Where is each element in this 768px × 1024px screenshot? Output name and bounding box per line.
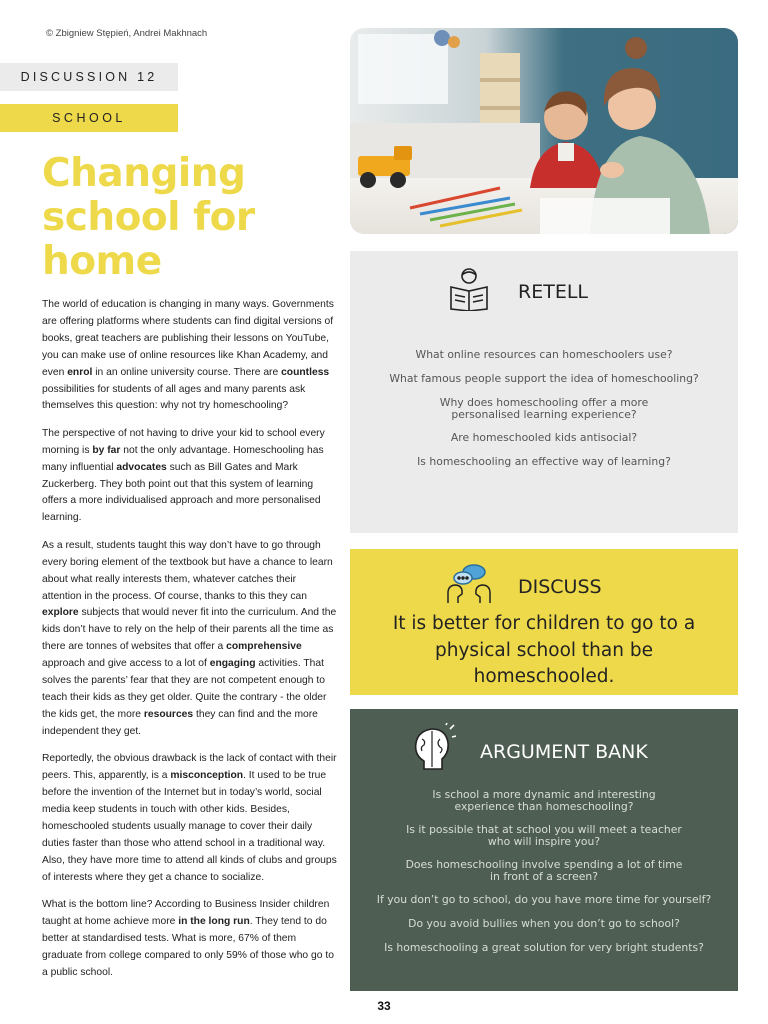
keyword: countless <box>281 366 330 378</box>
text-run: The world of education is changing in many ways. Governments are offering platforms where students can find digital versions of books, great teachers are publishing their lessons on YouTube, you can make use of online resources like Khan Academy, and even <box>42 299 334 378</box>
discuss-title: DISCUSS <box>518 575 602 598</box>
keyword: enrol <box>67 366 93 378</box>
article-body <box>42 297 338 992</box>
argument-bank-header <box>410 723 648 780</box>
keyword: resources <box>143 708 194 720</box>
argument-question: Do you avoid bullies when you don’t go to school? <box>408 917 680 930</box>
article-paragraph <box>42 297 338 415</box>
keyword: in the long run <box>178 915 250 927</box>
retell-question: What famous people support the idea of homeschooling? <box>389 372 699 385</box>
text-run: not the only advantage. Homeschooling has many influential <box>42 444 324 473</box>
page-title: Changing school for home <box>42 151 255 284</box>
retell-question: What online resources can homeschoolers use? <box>415 348 673 361</box>
retell-question: Is homeschooling an effective way of learning? <box>417 455 671 468</box>
discussion-number-label: DISCUSSION 12 <box>0 63 178 91</box>
text-run: subjects that would never fit into the curriculum. And the kids don’t have to rely on the help of their parents all the time as there are tonnes of websites that offer a <box>42 607 337 653</box>
keyword: by far <box>92 444 121 456</box>
article-paragraph <box>42 538 338 741</box>
book-reader-icon <box>448 267 490 316</box>
retell-title: RETELL <box>518 280 588 303</box>
text-run: What is the bottom line? According to Business Insider children taught at home achieve more <box>42 898 330 927</box>
discussion-statement: It is better for children to go to a physical school than be homeschooled. <box>392 613 696 687</box>
mother-son-photo <box>350 28 738 234</box>
text-run: they can find and the more independent they get. <box>42 708 318 737</box>
photo-illustration <box>350 28 738 234</box>
text-run: . It used to be true before the invention of the Internet but in today’s world, social media keep students in touch with other kids. Besides, homeschooled students usually manage to cover their daily duties faster than those who attend school in a traditional way. Also, they have more time to attend all kinds of clubs and groups of interests where they get a chance to socialize. <box>42 770 337 883</box>
retell-header <box>448 267 588 316</box>
discuss-panel <box>350 549 738 695</box>
retell-question: Are homeschooled kids antisocial? <box>450 431 638 444</box>
keyword: comprehensive <box>226 641 302 653</box>
text-run: . They tend to do better at standardised tests. What is more, 67% of them graduate from college compared to only 59% of those who go to a public school. <box>42 915 334 978</box>
article-paragraph <box>42 897 338 982</box>
article-paragraph <box>42 751 338 886</box>
text-run: approach and give access to a lot of <box>42 658 210 670</box>
text-run: such as Bill Gates and Mark Zuckerberg. They both point out that this system of learning offers a more individualised approach and more personalised learning. <box>42 461 321 524</box>
text-run: As a result, students taught this way don’t have to go through every boring element of the textbook but have a chance to learn about what really interests them, whatever catches their attention in the process. Of course, thanks to this they can <box>42 539 333 602</box>
argument-question: Is school a more dynamic and interesting experience than homeschooling? <box>432 788 656 813</box>
brain-idea-icon <box>410 723 456 780</box>
argument-question: Is it possible that at school you will meet a teacher who will inspire you? <box>406 823 682 848</box>
retell-panel <box>350 251 738 533</box>
keyword: advocates <box>116 461 167 473</box>
keyword: engaging <box>209 658 256 670</box>
text-run: activities. That solves the parents’ fear that they are not competent enough to teach their kids as they get older. Quite the contrary - the older the kids get, the more <box>42 658 327 720</box>
copyright-notice: © Zbigniew Stępień, Andrei Makhnach <box>46 28 208 39</box>
retell-question: Why does homeschooling offer a more personalised learning experience? <box>439 396 649 421</box>
topic-label: SCHOOL <box>0 104 178 132</box>
text-run: in an online university course. There are <box>92 366 282 378</box>
discuss-header <box>444 563 602 610</box>
argument-bank-title: ARGUMENT BANK <box>480 740 648 763</box>
text-run: possibilities for students of all ages and many parents ask themselves this question: why not try homeschooling? <box>42 383 306 412</box>
article-paragraph <box>42 426 338 527</box>
argument-bank-panel <box>350 709 738 991</box>
text-run: The perspective of not having to drive your kid to school every morning is <box>42 427 325 456</box>
text-run: Reportedly, the obvious drawback is the lack of contact with their peers. This, apparently, is a <box>42 753 337 782</box>
argument-question: Does homeschooling involve spending a lot of time in front of a screen? <box>405 858 683 883</box>
keyword: explore <box>42 607 79 619</box>
page-number: 33 <box>377 999 391 1013</box>
keyword: misconception <box>170 770 244 782</box>
argument-question: Is homeschooling a great solution for very bright students? <box>384 941 704 954</box>
argument-question: If you don’t go to school, do you have more time for yourself? <box>376 893 712 906</box>
speech-bubbles-icon <box>444 563 494 610</box>
